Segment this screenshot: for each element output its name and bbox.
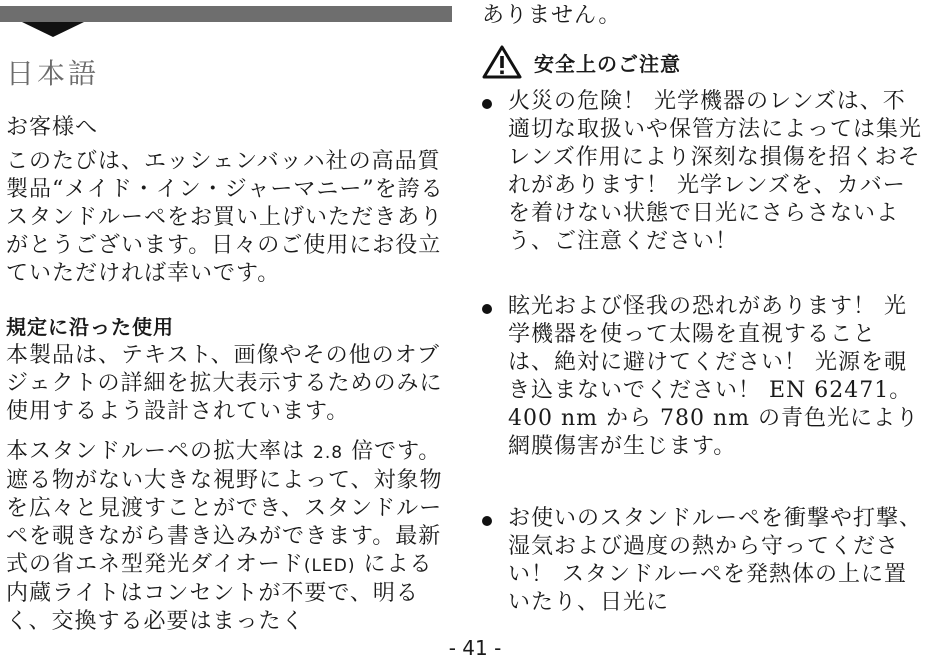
warning-triangle-icon [482, 45, 522, 79]
magnification-text-c: による内蔵ライトはコンセントが不要で、明るく、交換する必要はまったく [6, 552, 433, 634]
language-title: 日本語 [6, 57, 100, 90]
header-bar [0, 6, 452, 22]
magnification-paragraph [6, 438, 444, 636]
usage-paragraph: 本製品は、テキスト、画像やその他のオブジェクトの詳細を拡大表示するためのみに使用するよう設計されています。 [6, 343, 443, 424]
magnification-text-a: 本スタンドルーペの拡大率は [6, 439, 306, 464]
bullet-text: 眩光および怪我の恐れがあります！ 光学機器を使って太陽を直視すること は、絶対に避けてください！ 光源を覗き込まないでください！ EN 62471。400 nm から 780 nm の青色光により網膜傷害が生じます。 [508, 294, 920, 459]
bullet-text: 火災の危険！ 光学機器のレンズは、不適切な取扱いや保管方法によっては集光レンズ作用により深刻な損傷を招くおそれがあります！ 光学レンズを、カバーを着けない状態で日光にさらさないよう、ご注意ください！ [508, 89, 923, 254]
header-arrow-icon [22, 22, 84, 37]
continued-text: ありません。 [482, 3, 622, 28]
led-abbreviation: (LED) [303, 556, 356, 576]
greeting: お客様へ [6, 115, 99, 140]
page-number: - 41 - [448, 636, 502, 660]
bullet-text: お使いのスタンドルーペを衝撃や打撃、湿気および過度の熱から守ってください！ スタンドルーペを発熱体の上に置いたり、日光に [508, 506, 923, 615]
section-title: 規定に沿った使用 [6, 315, 174, 339]
bullet-icon [482, 99, 492, 109]
safety-title: 安全上のご注意 [534, 51, 681, 76]
bullet-icon [482, 516, 492, 526]
bullet-icon [482, 304, 492, 314]
magnification-text-b: 倍です。遮る物がない大きな視野によって、対象物を広々と見渡すことができ、スタンドルーペを覗きながら書き込みができます。最新式の省エネ型発光ダイオード [6, 439, 443, 577]
safety-heading [482, 44, 681, 80]
magnification-value: 2.8 [313, 443, 344, 463]
intro-paragraph: このたびは、エッシェンバッハ社の高品質製品“メイド・イン・ジャーマニー”を誇るスタンドルーペをお買い上げいただきありがとうございます。日々のご使用にお役立ていただければ幸いです。 [6, 149, 444, 286]
